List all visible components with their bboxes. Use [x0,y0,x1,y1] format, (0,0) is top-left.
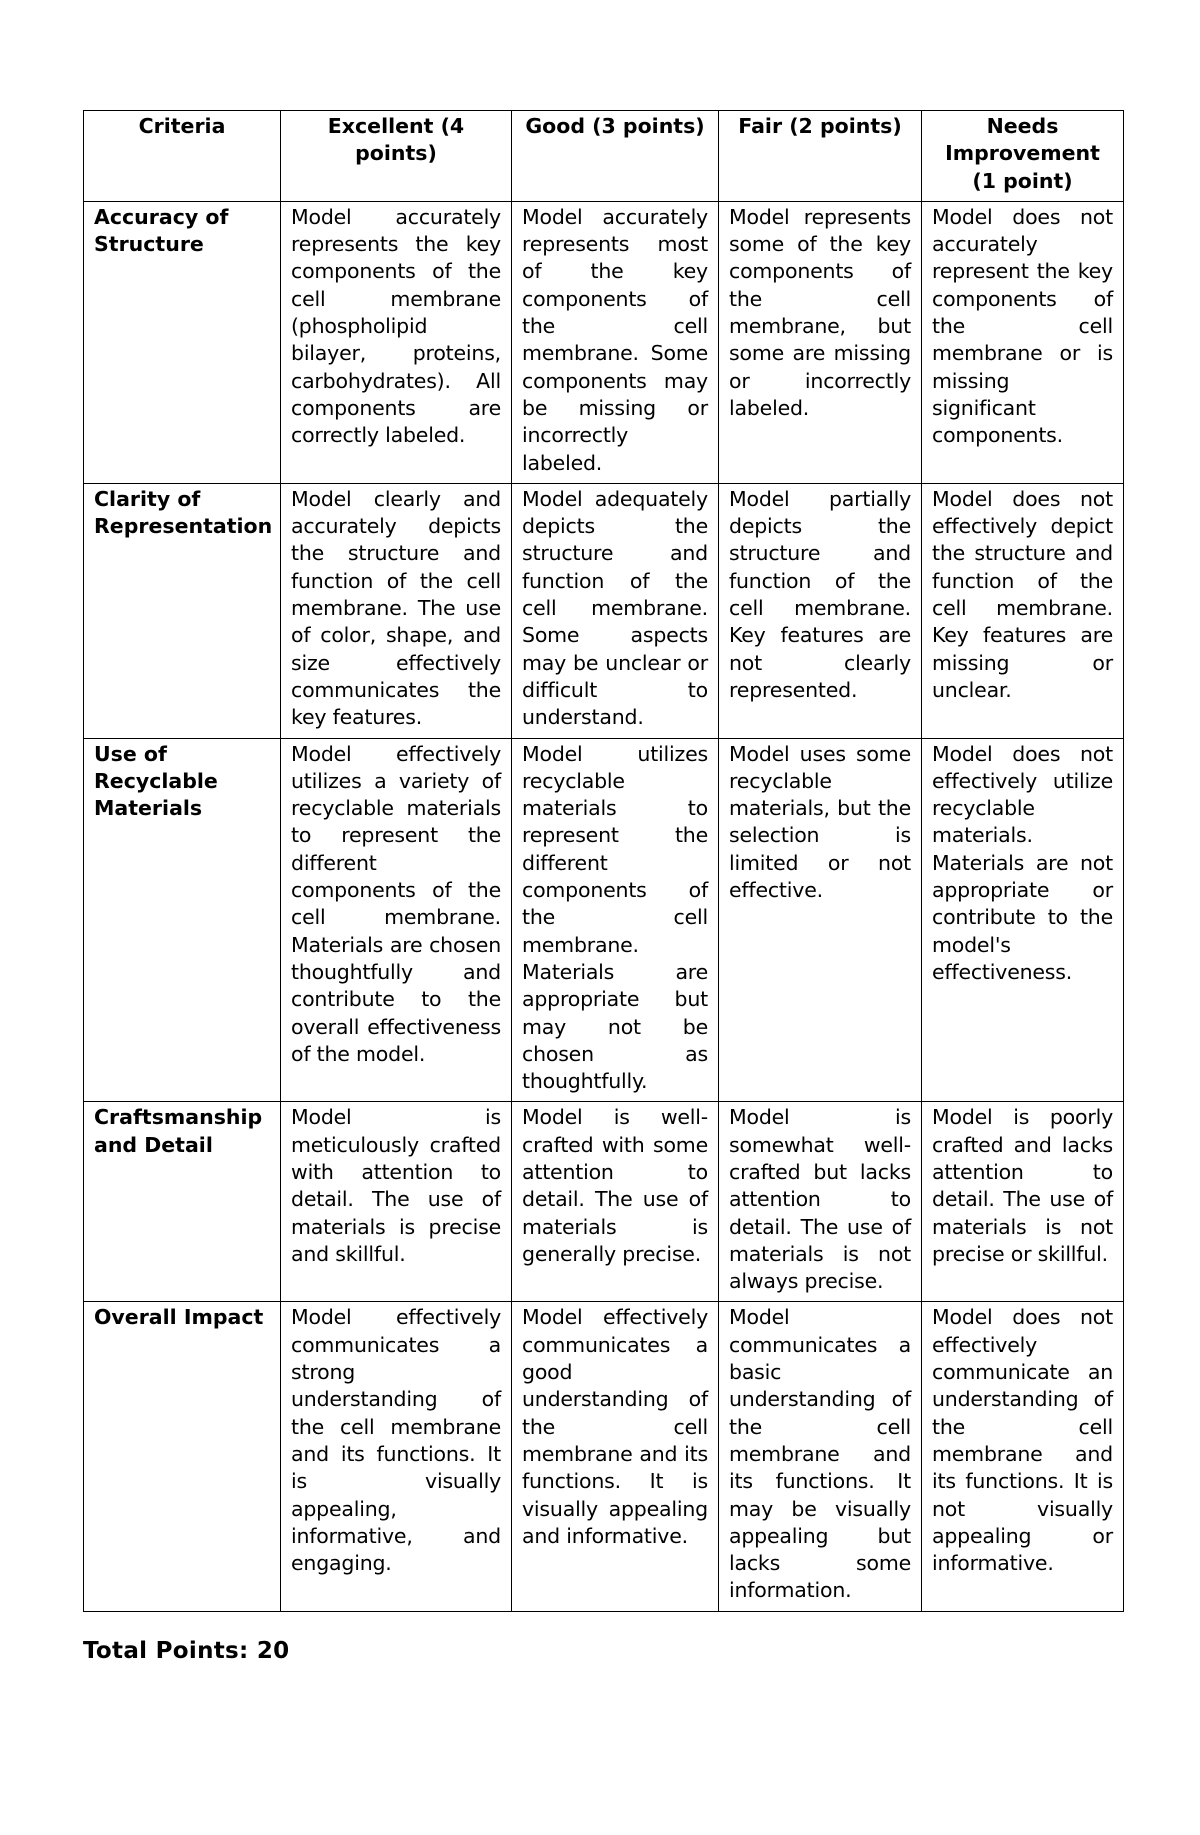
table-row [84,1102,1124,1302]
excellent-cell: Model effectively communicates a strong understanding of the cell membrane and its functions. It is visually appealing, informative, and engaging. [281,1302,512,1611]
criterion-cell: Clarity of Representation [84,483,281,738]
table-row [84,483,1124,738]
total-points: Total Points: 20 [83,1637,290,1664]
header-fair: Fair (2 points) [719,111,922,202]
good-cell: Model accurately represents most of the key components of the cell membrane. Some components may be missing or incorrectly labeled. [512,201,719,483]
header-good: Good (3 points) [512,111,719,202]
good-cell: Model effectively communicates a good understanding of the cell membrane and its functions. It is visually appealing and informative. [512,1302,719,1611]
criterion-cell: Craftsmanship and Detail [84,1102,281,1302]
table-row [84,738,1124,1102]
rubric-table [83,110,1124,1612]
header-row [84,111,1124,202]
needs-improvement-cell: Model does not effectively depict the structure and function of the cell membrane. Key features are missing or unclear. [922,483,1124,738]
fair-cell: Model uses some recyclable materials, but the selection is limited or not effective. [719,738,922,1102]
needs-improvement-cell: Model is poorly crafted and lacks attention to detail. The use of materials is not precise or skillful. [922,1102,1124,1302]
table-row [84,1302,1124,1611]
header-excellent: Excellent (4 points) [281,111,512,202]
needs-improvement-cell: Model does not effectively utilize recyclable materials. Materials are not appropriate or contribute to the model's effectiveness. [922,738,1124,1102]
header-needs-improvement: Needs Improvement (1 point) [922,111,1124,202]
criterion-cell: Accuracy of Structure [84,201,281,483]
header-criteria: Criteria [84,111,281,202]
good-cell: Model utilizes recyclable materials to represent the different components of the cell membrane. Materials are appropriate but may not be chosen as thoughtfully. [512,738,719,1102]
excellent-cell: Model clearly and accurately depicts the structure and function of the cell membrane. The use of color, shape, and size effectively communicates the key features. [281,483,512,738]
needs-improvement-cell: Model does not accurately represent the key components of the cell membrane or is missing significant components. [922,201,1124,483]
table-row [84,201,1124,483]
excellent-cell: Model accurately represents the key components of the cell membrane (phospholipid bilayer, proteins, carbohydrates). All components are correctly labeled. [281,201,512,483]
criterion-cell: Use of Recyclable Materials [84,738,281,1102]
fair-cell: Model communicates a basic understanding of the cell membrane and its functions. It may be visually appealing but lacks some information. [719,1302,922,1611]
fair-cell: Model is somewhat well-crafted but lacks attention to detail. The use of materials is not always precise. [719,1102,922,1302]
fair-cell: Model represents some of the key components of the cell membrane, but some are missing or incorrectly labeled. [719,201,922,483]
criterion-cell: Overall Impact [84,1302,281,1611]
good-cell: Model is well-crafted with some attention to detail. The use of materials is generally precise. [512,1102,719,1302]
good-cell: Model adequately depicts the structure and function of the cell membrane. Some aspects may be unclear or difficult to understand. [512,483,719,738]
needs-improvement-cell: Model does not effectively communicate an understanding of the cell membrane and its functions. It is not visually appealing or informative. [922,1302,1124,1611]
document-page [83,110,1123,1664]
excellent-cell: Model is meticulously crafted with attention to detail. The use of materials is precise and skillful. [281,1102,512,1302]
excellent-cell: Model effectively utilizes a variety of recyclable materials to represent the different components of the cell membrane. Materials are chosen thoughtfully and contribute to the overall effectiveness of the model. [281,738,512,1102]
fair-cell: Model partially depicts the structure and function of the cell membrane. Key features are not clearly represented. [719,483,922,738]
